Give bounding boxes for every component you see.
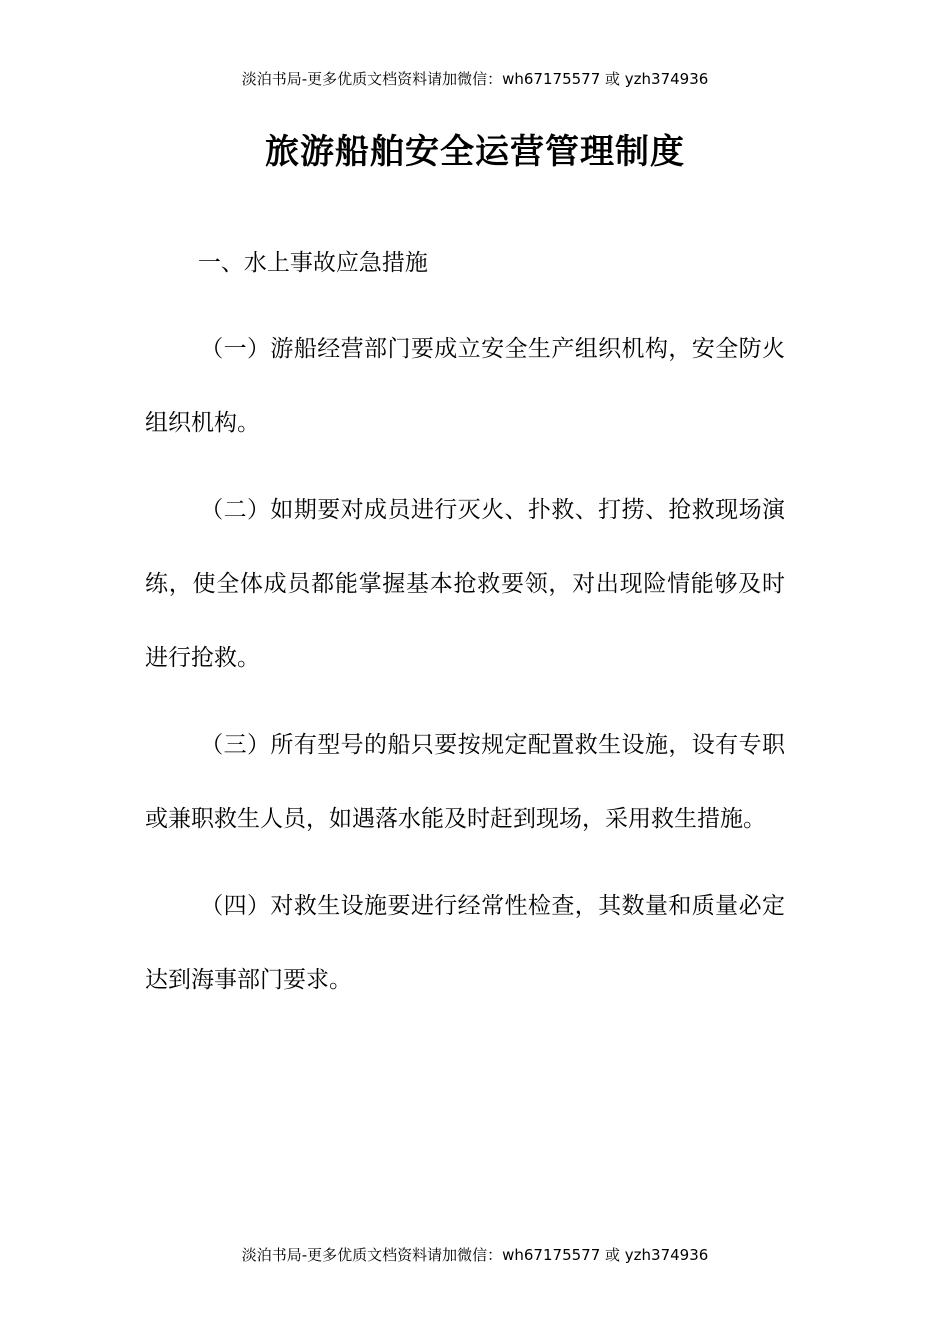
section-heading: 一、水上事故应急措施 <box>197 250 428 276</box>
document-body <box>145 226 785 1030</box>
paragraph-3: （三）所有型号的船只要按规定配置救生设施，设有专职或兼职救生人员，如遇落水能及时赶到现场，采用救生措施。 <box>145 732 785 832</box>
page-header: 淡泊书局-更多优质文档资料请加微信：wh67175577 或 yzh374936 <box>241 70 709 88</box>
document-title: 旅游船舶安全运营管理制度 <box>265 132 685 172</box>
paragraph-1: （一）游船经营部门要成立安全生产组织机构，安全防火组织机构。 <box>145 336 785 436</box>
paragraph-2: （二）如期要对成员进行灭火、扑救、打捞、抢救现场演练，使全体成员都能掌握基本抢救要领，对出现险情能够及时进行抢救。 <box>145 497 785 671</box>
paragraph-4: （四）对救生设施要进行经常性检查，其数量和质量必定达到海事部门要求。 <box>145 893 785 993</box>
page-footer: 淡泊书局-更多优质文档资料请加微信：wh67175577 或 yzh374936 <box>241 1246 709 1264</box>
